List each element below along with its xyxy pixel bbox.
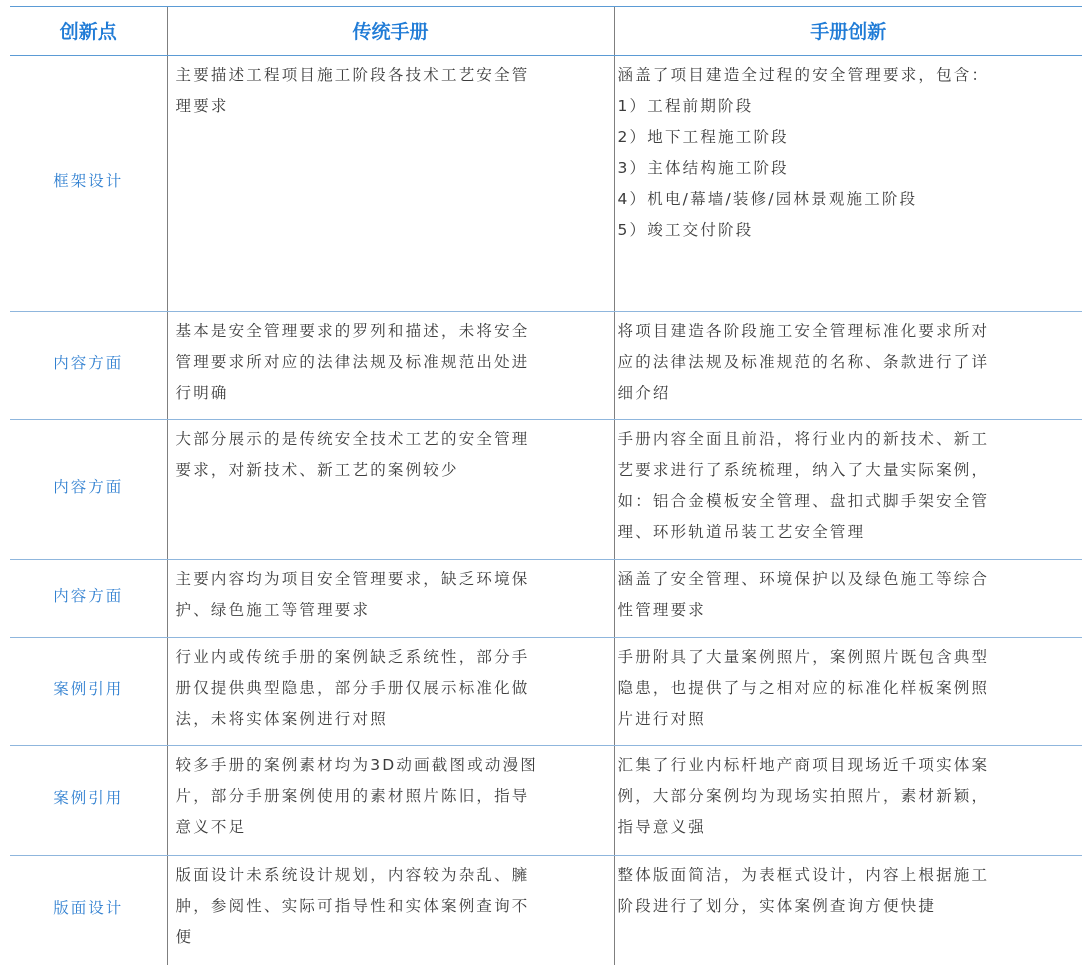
- innovation-line: 例，大部分案例均为现场实拍照片，素材新颖，: [617, 786, 990, 805]
- innovation-line: 手册附具了大量案例照片，案例照片既包含典型: [617, 647, 990, 666]
- cell-innovation: [614, 855, 1082, 965]
- header-innovation: 手册创新: [614, 7, 1082, 55]
- innovation-line: 手册内容全面且前沿，将行业内的新技术、新工: [617, 429, 990, 448]
- traditional-line: 肿，参阅性、实际可指导性和实体案例查询不: [175, 896, 530, 915]
- cell-traditional: [167, 855, 614, 965]
- cell-traditional: [167, 559, 614, 637]
- traditional-line: 版面设计未系统设计规划，内容较为杂乱、臃: [175, 865, 530, 884]
- innovation-line: 应的法律法规及标准规范的名称、条款进行了详: [617, 352, 990, 371]
- traditional-line: 理要求: [175, 96, 229, 115]
- innovation-line: 如：铝合金模板安全管理、盘扣式脚手架安全管: [617, 491, 990, 510]
- cell-topic: 内容方面: [10, 311, 167, 419]
- table-header-row: [10, 7, 1082, 55]
- cell-topic: 内容方面: [10, 419, 167, 559]
- traditional-line: 较多手册的案例素材均为3D动画截图或动漫图: [175, 755, 538, 774]
- traditional-line: 行业内或传统手册的案例缺乏系统性，部分手: [175, 647, 530, 666]
- innovation-line: 性管理要求: [617, 600, 707, 619]
- cell-innovation: [614, 55, 1082, 311]
- table-row: [10, 55, 1082, 311]
- cell-traditional: [167, 745, 614, 855]
- traditional-line: 管理要求所对应的法律法规及标准规范出处进: [175, 352, 530, 371]
- innovation-line: 指导意义强: [617, 817, 707, 836]
- cell-topic: 案例引用: [10, 745, 167, 855]
- header-topic: 创新点: [10, 7, 167, 55]
- table-row: [10, 419, 1082, 559]
- traditional-line: 行明确: [175, 383, 229, 402]
- table-row: [10, 855, 1082, 965]
- innovation-line: 2）地下工程施工阶段: [617, 127, 789, 146]
- innovation-line: 隐患，也提供了与之相对应的标准化样板案例照: [617, 678, 990, 697]
- cell-traditional: [167, 311, 614, 419]
- traditional-line: 册仅提供典型隐患，部分手册仅展示标准化做: [175, 678, 530, 697]
- traditional-line: 基本是安全管理要求的罗列和描述，未将安全: [175, 321, 530, 340]
- traditional-line: 要求，对新技术、新工艺的案例较少: [175, 460, 459, 479]
- innovation-line: 汇集了行业内标杆地产商项目现场近千项实体案: [617, 755, 990, 774]
- header-traditional: 传统手册: [167, 7, 614, 55]
- comparison-table: [10, 7, 1082, 965]
- cell-traditional: [167, 419, 614, 559]
- innovation-line: 涵盖了项目建造全过程的安全管理要求，包含：: [617, 65, 990, 84]
- cell-topic: 框架设计: [10, 55, 167, 311]
- traditional-line: 大部分展示的是传统安全技术工艺的安全管理: [175, 429, 530, 448]
- traditional-line: 便: [175, 927, 194, 946]
- cell-traditional: [167, 55, 614, 311]
- cell-innovation: [614, 559, 1082, 637]
- innovation-line: 涵盖了安全管理、环境保护以及绿色施工等综合: [617, 569, 990, 588]
- cell-topic: 版面设计: [53, 898, 124, 917]
- table-body: [10, 55, 1082, 965]
- cell-traditional: [167, 637, 614, 745]
- innovation-line: 1）工程前期阶段: [617, 96, 754, 115]
- traditional-line: 主要内容均为项目安全管理要求，缺乏环境保: [175, 569, 530, 588]
- innovation-line: 阶段进行了划分，实体案例查询方便快捷: [617, 896, 937, 915]
- innovation-line: 艺要求进行了系统梳理，纳入了大量实际案例，: [617, 460, 990, 479]
- table-row: [10, 559, 1082, 637]
- innovation-line: 整体版面简洁，为表框式设计，内容上根据施工: [617, 865, 990, 884]
- innovation-line: 3）主体结构施工阶段: [617, 158, 789, 177]
- traditional-line: 护、绿色施工等管理要求: [175, 600, 371, 619]
- table-row: [10, 311, 1082, 419]
- innovation-line: 4）机电/幕墙/装修/园林景观施工阶段: [617, 189, 918, 208]
- innovation-line: 理、环形轨道吊装工艺安全管理: [617, 522, 866, 541]
- traditional-line: 片，部分手册案例使用的素材照片陈旧，指导: [175, 786, 530, 805]
- innovation-line: 将项目建造各阶段施工安全管理标准化要求所对: [617, 321, 990, 340]
- cell-topic: 案例引用: [10, 637, 167, 745]
- innovation-line: 片进行对照: [617, 709, 707, 728]
- innovation-line: 细介绍: [617, 383, 671, 402]
- cell-innovation: [614, 745, 1082, 855]
- innovation-line: 5）竣工交付阶段: [617, 220, 754, 239]
- cell-innovation: [614, 637, 1082, 745]
- cell-innovation: [614, 311, 1082, 419]
- traditional-line: 意义不足: [175, 817, 247, 836]
- cell-innovation: [614, 419, 1082, 559]
- traditional-line: 法，未将实体案例进行对照: [175, 709, 388, 728]
- cell-topic: 内容方面: [10, 559, 167, 637]
- traditional-line: 主要描述工程项目施工阶段各技术工艺安全管: [175, 65, 530, 84]
- table-row: [10, 745, 1082, 855]
- table-row: [10, 637, 1082, 745]
